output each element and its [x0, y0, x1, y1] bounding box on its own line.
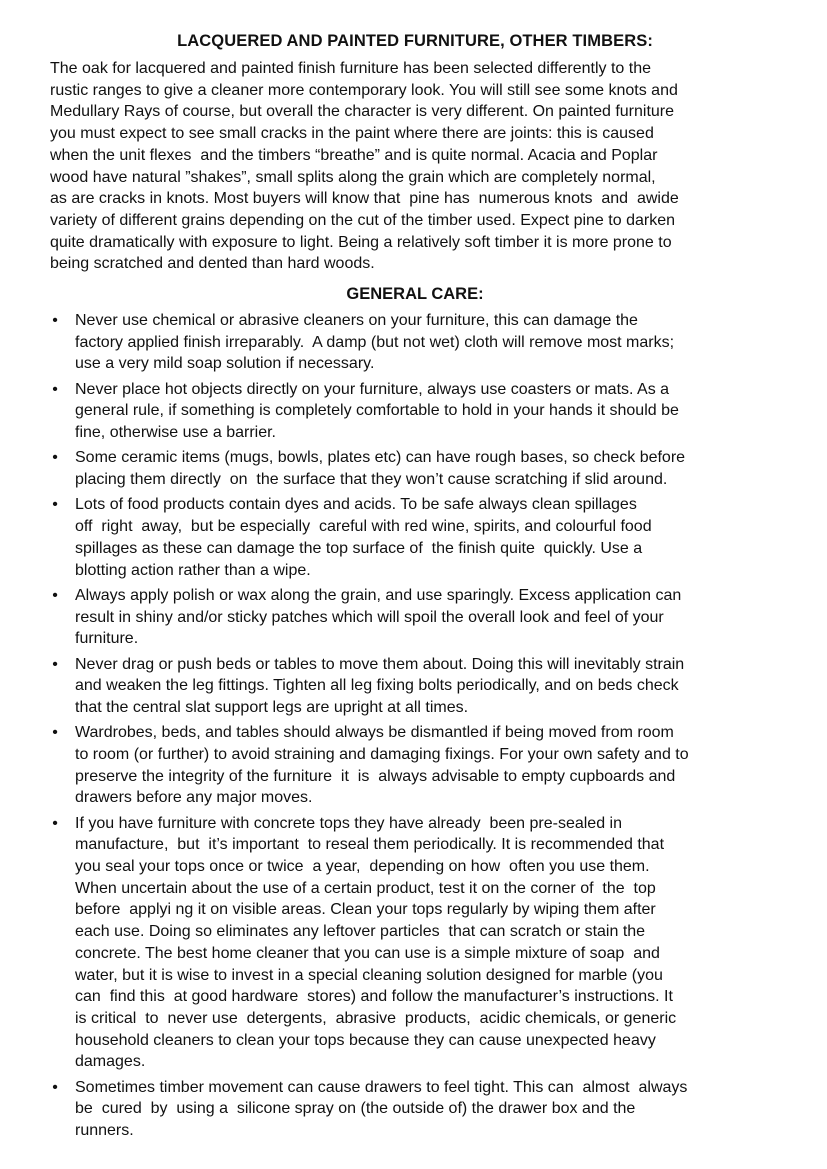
care-item-line: spillages as these can damage the top surface of the finish quite quickly. Use a [75, 539, 643, 557]
care-item-line: result in shiny and/or sticky patches which will spoil the overall look and feel of your [75, 608, 664, 626]
intro-paragraph-line: as are cracks in knots. Most buyers will know that pine has numerous knots and awide [50, 190, 679, 208]
care-item-line: placing them directly on the surface that they won’t cause scratching if slid around. [75, 471, 668, 489]
care-item-line: preserve the integrity of the furniture it is always advisable to empty cupboards and [75, 767, 676, 785]
bullet-icon: • [52, 449, 58, 467]
care-item-line: blotting action rather than a wipe. [75, 561, 311, 579]
care-list-item [50, 379, 780, 444]
care-list-item [50, 654, 780, 719]
bullet-icon: • [52, 814, 58, 832]
general-care-list [50, 310, 780, 1142]
care-item-line: Never use chemical or abrasive cleaners on your furniture, this can damage the [75, 312, 638, 330]
intro-paragraph-line: variety of different grains depending on the cut of the timber used. Expect pine to darken [50, 211, 675, 229]
care-item-line: can find this at good hardware stores) and follow the manufacturer’s instructions. It [75, 988, 673, 1006]
care-list-item [50, 447, 780, 490]
intro-paragraph-line: quite dramatically with exposure to light. Being a relatively soft timber it is more prone to [50, 233, 672, 251]
intro-paragraph-line: you must expect to see small cracks in the paint where there are joints: this is caused [50, 125, 654, 143]
bullet-icon: • [52, 655, 58, 673]
care-item-line: Never drag or push beds or tables to move them about. Doing this will inevitably strain [75, 655, 685, 673]
care-item-line: manufacture, but it’s important to reseal them periodically. It is recommended that [75, 836, 665, 854]
care-item-line: Always apply polish or wax along the grain, and use sparingly. Excess application can [75, 586, 682, 604]
bullet-icon: • [52, 724, 58, 742]
care-item-line: general rule, if something is completely comfortable to hold in your hands it should be [75, 402, 679, 420]
intro-paragraph-line: when the unit flexes and the timbers “breathe” and is quite normal. Acacia and Poplar [50, 146, 658, 164]
care-item-line: each use. Doing so eliminates any leftover particles that can scratch or stain the [75, 923, 646, 941]
care-item-line: is critical to never use detergents, abrasive products, acidic chemicals, or generic [75, 1009, 677, 1027]
care-item-line: you seal your tops once or twice a year, depending on how often you use them. [75, 858, 650, 876]
section-title-lacquered: LACQUERED AND PAINTED FURNITURE, OTHER TIMBERS: [177, 32, 653, 50]
intro-paragraph [50, 58, 780, 275]
care-item-line: water, but it is wise to invest in a special cleaning solution designed for marble (you [75, 966, 663, 984]
section-title-general-care: GENERAL CARE: [346, 285, 484, 304]
care-item-line: off right away, but be especially careful with red wine, spirits, and colourful food [75, 518, 652, 536]
care-item-line: fine, otherwise use a barrier. [75, 424, 276, 442]
care-item-line: furniture. [75, 630, 139, 648]
care-item-line: Sometimes timber movement can cause drawers to feel tight. This can almost always [75, 1078, 688, 1096]
care-item-line: and weaken the leg fittings. Tighten all leg fixing bolts periodically, and on beds check [75, 677, 679, 695]
bullet-icon: • [52, 586, 58, 604]
bullet-icon: • [52, 1078, 58, 1096]
care-item-line: use a very mild soap solution if necessary. [75, 355, 375, 373]
care-item-line: Lots of food products contain dyes and acids. To be safe always clean spillages [75, 496, 637, 514]
care-item-line: Wardrobes, beds, and tables should always be dismantled if being moved from room [75, 724, 674, 742]
intro-paragraph-line: Medullary Rays of course, but overall the character is very different. On painted furniture [50, 103, 675, 121]
care-item-line: Some ceramic items (mugs, bowls, plates etc) can have rough bases, so check before [75, 449, 686, 467]
care-list-item [50, 310, 780, 375]
care-list-item [50, 494, 780, 581]
bullet-icon: • [52, 380, 58, 398]
care-list-item [50, 722, 780, 809]
care-list-item [50, 813, 780, 1073]
document-page [50, 30, 780, 1145]
care-item-line: factory applied finish irreparably. A damp (but not wet) cloth will remove most marks; [75, 333, 675, 351]
care-item-line: household cleaners to clean your tops because they can cause unexpected heavy [75, 1031, 656, 1049]
care-item-line: If you have furniture with concrete tops they have already been pre-sealed in [75, 814, 622, 832]
care-list-item [50, 585, 780, 650]
care-item-line: runners. [75, 1122, 134, 1140]
intro-paragraph-line: rustic ranges to give a cleaner more contemporary look. You will still see some knots and [50, 81, 678, 99]
care-item-line: before applyi ng it on visible areas. Clean your tops regularly by wiping them after [75, 901, 656, 919]
care-item-line: to room (or further) to avoid straining and damaging fixings. For your own safety and to [75, 745, 689, 763]
intro-paragraph-line: being scratched and dented than hard woods. [50, 255, 375, 273]
care-item-line: drawers before any major moves. [75, 789, 313, 807]
intro-paragraph-line: wood have natural ”shakes”, small splits along the grain which are completely normal, [50, 168, 656, 186]
care-item-line: concrete. The best home cleaner that you can use is a simple mixture of soap and [75, 944, 660, 962]
care-item-line: that the central slat support legs are upright at all times. [75, 698, 469, 716]
care-item-line: be cured by using a silicone spray on (the outside of) the drawer box and the [75, 1100, 636, 1118]
intro-paragraph-line: The oak for lacquered and painted finish furniture has been selected differently to the [50, 60, 651, 77]
care-item-line: damages. [75, 1053, 146, 1071]
care-list-item [50, 1077, 780, 1142]
bullet-icon: • [52, 312, 58, 330]
bullet-icon: • [52, 496, 58, 514]
care-item-line: Never place hot objects directly on your furniture, always use coasters or mats. As a [75, 380, 670, 398]
care-item-line: When uncertain about the use of a certain product, test it on the corner of the top [75, 879, 656, 897]
